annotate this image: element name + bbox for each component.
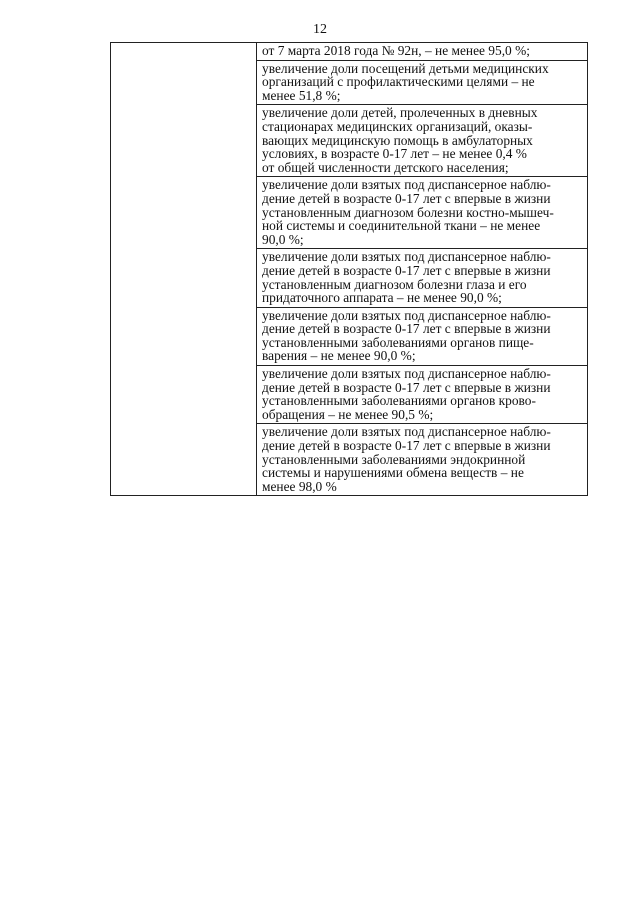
indicator-item: увеличение доли посещений детьми медицинских организаций с профилактическими целями – не менее 51,8 %;: [257, 60, 587, 105]
indicator-item: увеличение доли детей, пролеченных в дневных стационарах медицинских организаций, оказы- вающих медицинскую помощь в амбулаторных условиях, в возрасте 0-17 лет – не менее 0,4 % от общей численности детского населения;: [257, 104, 587, 176]
empty-left-cell: [111, 43, 257, 496]
page-number: 12: [313, 22, 327, 37]
indicator-item: увеличение доли взятых под диспансерное наблю- дение детей в возрасте 0-17 лет с впервые в жизни установленными заболеваниями органов крово- обращения – не менее 90,5 %;: [257, 365, 587, 423]
indicator-item: от 7 марта 2018 года № 92н, – не менее 95,0 %;: [262, 43, 530, 58]
table-row: [111, 43, 588, 496]
indicators-table: [110, 42, 588, 496]
indicators-cell: [257, 43, 588, 496]
indicator-item: увеличение доли взятых под диспансерное наблю- дение детей в возрасте 0-17 лет с впервые в жизни установленными заболеваниями эндокринной системы и нарушениями обмена веществ – не менее 98,0 %: [257, 423, 587, 495]
indicator-item: увеличение доли взятых под диспансерное наблю- дение детей в возрасте 0-17 лет с впервые в жизни установленным диагнозом болезни глаза и его придаточного аппарата – не менее 90,0 %;: [257, 248, 587, 306]
indicator-item: увеличение доли взятых под диспансерное наблю- дение детей в возрасте 0-17 лет с впервые в жизни установленными заболеваниями органов пище- варения – не менее 90,0 %;: [257, 307, 587, 365]
indicator-item: увеличение доли взятых под диспансерное наблю- дение детей в возрасте 0-17 лет с впервые в жизни установленным диагнозом болезни костно-мышеч- ной системы и соединительной ткани – не менее 90,0 %;: [257, 176, 587, 248]
